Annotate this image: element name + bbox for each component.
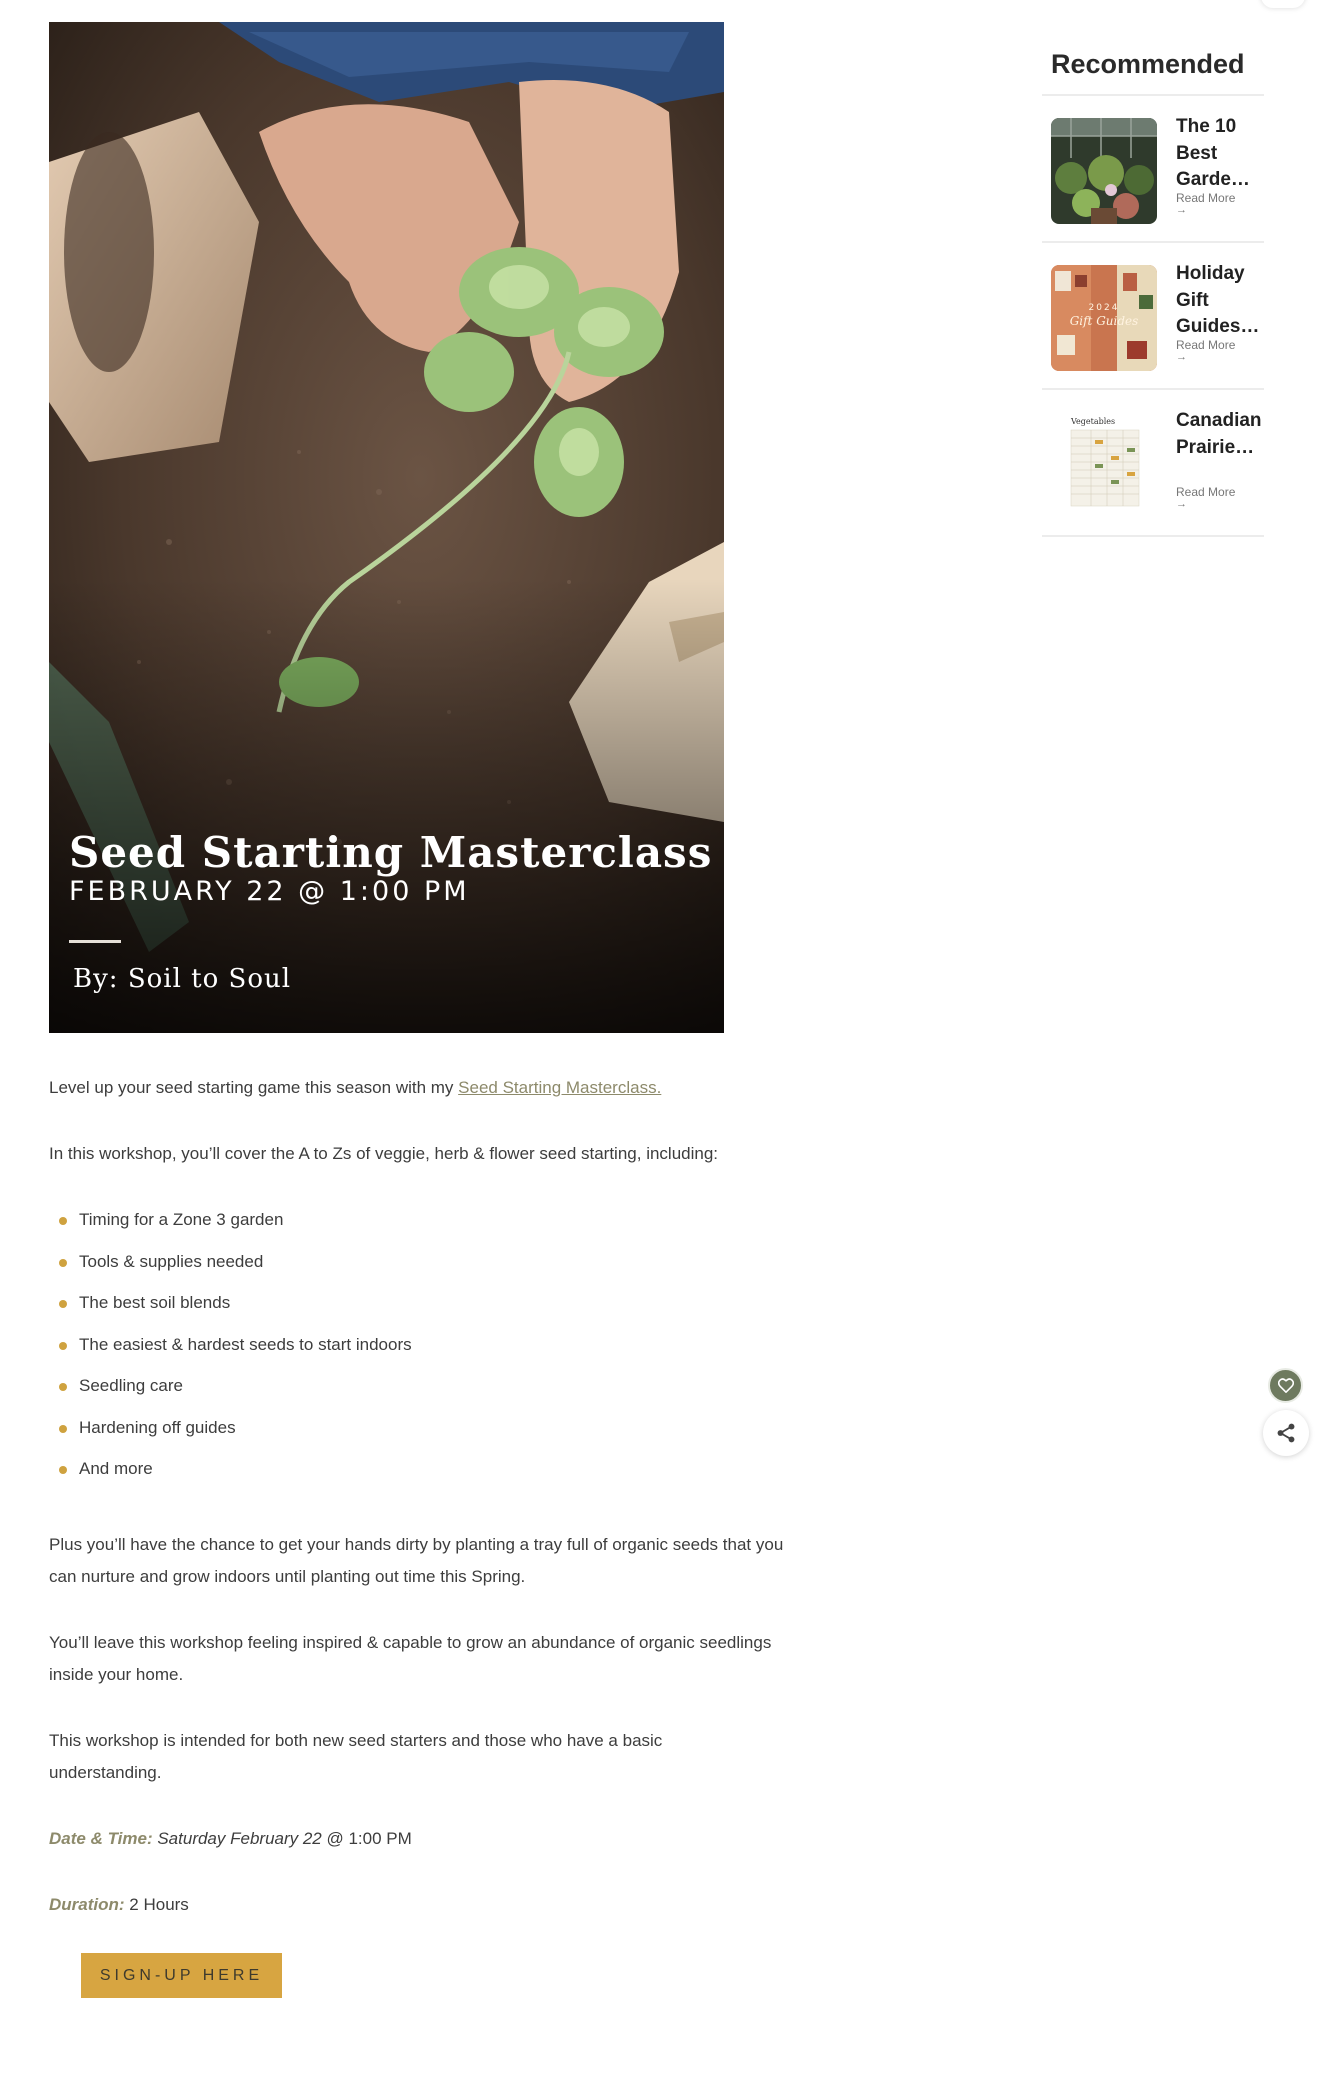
- datetime-time: @ 1:00 PM: [326, 1828, 412, 1848]
- list-item: [49, 1453, 809, 1495]
- share-icon: [1275, 1422, 1297, 1444]
- bullet-dot: [59, 1383, 67, 1391]
- article-body: [49, 1072, 809, 1998]
- bullet-dot: [59, 1425, 67, 1433]
- gift-guides-thumbnail-image: [1051, 265, 1157, 371]
- datetime-label: Date & Time:: [49, 1828, 153, 1848]
- arrow-right-icon: →: [1176, 351, 1187, 363]
- bullet-dot: [59, 1259, 67, 1267]
- recommended-thumbnail[interactable]: [1051, 265, 1157, 371]
- list-item-text: Seedling care: [79, 1376, 183, 1395]
- scroll-top-button[interactable]: [1261, 0, 1305, 8]
- list-item-text: The best soil blends: [79, 1293, 231, 1312]
- recommended-sidebar: [1042, 42, 1264, 537]
- list-item: [49, 1370, 809, 1412]
- masterclass-link[interactable]: Seed Starting Masterclass.: [458, 1078, 662, 1097]
- list-item: [49, 1329, 809, 1371]
- hero-divider: [69, 940, 121, 943]
- bullet-dot: [59, 1342, 67, 1350]
- recommended-item[interactable]: [1042, 243, 1264, 390]
- datetime-date: Saturday February 22: [157, 1828, 322, 1848]
- planting-chart-thumbnail-image: [1051, 412, 1157, 518]
- recommended-title[interactable]: Holiday Gift Guides…: [1176, 263, 1260, 337]
- share-button[interactable]: [1263, 1410, 1309, 1456]
- bullet-dot: [59, 1217, 67, 1225]
- recommended-thumbnail[interactable]: [1051, 412, 1157, 518]
- list-item-text: Timing for a Zone 3 garden: [79, 1210, 284, 1229]
- list-item: [49, 1287, 809, 1329]
- recommended-title[interactable]: The 10 Best Garde…: [1176, 116, 1250, 190]
- hero-date: FEBRUARY 22 @ 1:00 PM: [69, 876, 470, 907]
- recommended-thumbnail[interactable]: [1051, 118, 1157, 224]
- list-item: [49, 1246, 809, 1288]
- recommended-item[interactable]: [1042, 96, 1264, 243]
- read-more-link[interactable]: Read More: [1176, 191, 1236, 205]
- recommended-title[interactable]: Canadian Prairie…: [1176, 410, 1262, 458]
- cover-paragraph: In this workshop, you’ll cover the A to Zs of veggie, herb & flower seed starting, including:: [49, 1144, 719, 1163]
- list-item: [49, 1204, 809, 1246]
- plus-paragraph: Plus you’ll have the chance to get your hands dirty by planting a tray full of organic seeds that you can nurture and grow indoors until planting out time this Spring.: [49, 1534, 784, 1586]
- hero-byline: By: Soil to Soul: [73, 964, 292, 994]
- read-more-link[interactable]: Read More: [1176, 485, 1236, 499]
- duration-label: Duration:: [49, 1894, 125, 1914]
- arrow-right-icon: →: [1176, 204, 1187, 216]
- arrow-right-icon: →: [1176, 498, 1187, 510]
- hero-image: [49, 22, 724, 1033]
- topics-list: [49, 1204, 809, 1495]
- intended-paragraph: This workshop is intended for both new seed starters and those who have a basic understanding.: [49, 1730, 663, 1782]
- bullet-dot: [59, 1300, 67, 1308]
- sidebar-heading: Recommended: [1042, 42, 1264, 96]
- recommended-item[interactable]: [1042, 390, 1264, 537]
- hero-title: Seed Starting Masterclass: [69, 828, 713, 877]
- bullet-dot: [59, 1466, 67, 1474]
- list-item-text: Tools & supplies needed: [79, 1251, 264, 1271]
- list-item-text: The easiest & hardest seeds to start indoors: [79, 1334, 412, 1354]
- greenhouse-thumbnail-image: [1051, 118, 1157, 224]
- intro-text: Level up your seed starting game this season with my: [49, 1078, 459, 1097]
- signup-button[interactable]: SIGN-UP HERE: [81, 1953, 282, 1998]
- favorite-button[interactable]: [1268, 1368, 1303, 1403]
- duration-value: 2 Hours: [129, 1894, 189, 1914]
- thumb-year: 2024: [1088, 303, 1120, 313]
- list-item-text: And more: [79, 1459, 153, 1478]
- duration-line: [49, 1889, 809, 1921]
- list-item: [49, 1412, 809, 1454]
- heart-icon: [1278, 1378, 1294, 1393]
- intro-paragraph: [49, 1072, 809, 1104]
- read-more-link[interactable]: Read More: [1176, 338, 1236, 352]
- leave-paragraph: You’ll leave this workshop feeling inspired & capable to grow an abundance of organic seedlings inside your home.: [49, 1632, 772, 1684]
- list-item-text: Hardening off guides: [79, 1417, 236, 1437]
- datetime-line: [49, 1823, 809, 1855]
- thumb-caption: Gift Guides: [1069, 314, 1139, 328]
- thumb-caption: Vegetables: [1071, 417, 1116, 426]
